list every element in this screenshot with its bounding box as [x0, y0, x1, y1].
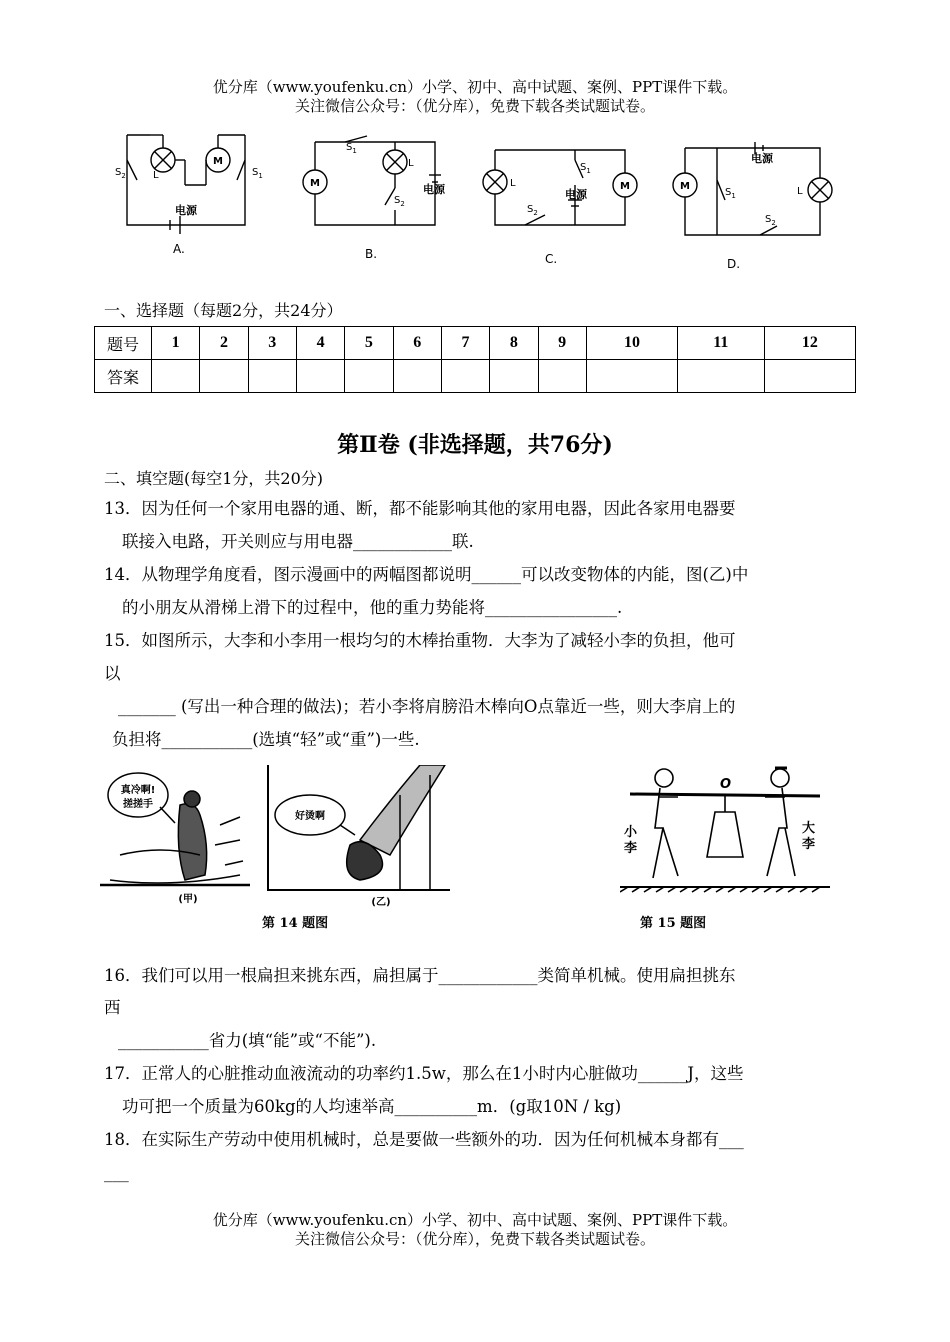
table-cell: 2 [200, 327, 248, 360]
svg-text:S1: $S_1$ [346, 142, 357, 155]
a-lamp-label: L [153, 170, 159, 181]
answer-table [94, 326, 856, 393]
section1-title: 一、选择题（每题2分，共24分） [104, 301, 343, 320]
svg-text:S1: $S_1$ [252, 167, 263, 180]
q13-line-1: 13．因为任何一个家用电器的通、断，都不能影响其他的家用电器，因此各家用电器要 [104, 499, 736, 518]
answer-cell[interactable] [441, 360, 489, 393]
table-cell: 9 [538, 327, 586, 360]
label-li-1: 李 [624, 841, 638, 856]
d-power-label: 电源 [751, 152, 773, 165]
q15-line-2: 以 [104, 664, 121, 683]
answer-cell[interactable] [248, 360, 296, 393]
answer-cell[interactable] [764, 360, 855, 393]
answer-cell[interactable] [490, 360, 538, 393]
q17-line-1: 17．正常人的心脏推动血液流动的功率约1.5w，那么在1小时内心脏做功______J，这些 [104, 1064, 744, 1083]
q15-line-4: 负担将___________(选填“轻”或“重”)一些. [112, 730, 420, 749]
footer-line-1: 优分库（www.youfenku.cn）小学、初中、高中试题、案例、PPT课件下载。 [212, 1211, 738, 1229]
svg-text:S2: $S_2$ [527, 204, 538, 217]
q14-line-2: 的小朋友从滑梯上滑下的过程中，他的重力势能将________________. [122, 598, 623, 617]
bubble-1-line-1: 真冷啊! [120, 785, 156, 796]
answer-cell[interactable] [345, 360, 393, 393]
circuit-diagrams [105, 130, 855, 280]
table-row [95, 327, 856, 360]
svg-text:S1: $S_1$ [580, 162, 591, 175]
part2-title: 第Ⅱ卷 (非选择题，共76分) [337, 432, 613, 458]
table-cell: 7 [441, 327, 489, 360]
bubble-1-line-2: 搓搓手 [123, 799, 153, 810]
label-c: C. [545, 252, 558, 266]
table-cell: 12 [764, 327, 855, 360]
fig14-left-label: (甲) [178, 894, 198, 905]
circuit-b [303, 136, 441, 225]
svg-text:M: M [620, 181, 630, 192]
table-cell: 4 [296, 327, 344, 360]
circuit-c [483, 150, 637, 225]
svg-text:S2: $S_2$ [115, 167, 126, 180]
bubble-2: 好烫啊 [295, 811, 325, 822]
point-o: O [720, 777, 732, 792]
table-cell: 5 [345, 327, 393, 360]
label-li-2: 李 [802, 837, 816, 852]
svg-text:S2: $S_2$ [394, 195, 405, 208]
table-cell: 6 [393, 327, 441, 360]
row-header-number: 题号 [95, 327, 152, 360]
svg-text:S2: $S_2$ [765, 214, 776, 227]
figure-15 [620, 762, 840, 912]
table-row [95, 360, 856, 393]
header-line-1: 优分库（www.youfenku.cn）小学、初中、高中试题、案例、PPT课件下载。 [212, 78, 738, 96]
q16-line-1: 16．我们可以用一根扁担来挑东西，扁担属于____________类简单机械。使用扁担挑东 [104, 966, 736, 985]
svg-text:S1: $S_1$ [725, 187, 736, 200]
svg-text:L: L [797, 186, 803, 197]
q18-line-1: 18．在实际生产劳动中使用机械时，总是要做一些额外的功．因为任何机械本身都有___ [104, 1130, 744, 1149]
answer-cell[interactable] [152, 360, 200, 393]
q16-line-3: ___________省力(填“能”或“不能”). [118, 1031, 377, 1050]
circuit-a [127, 135, 245, 234]
table-cell: 8 [490, 327, 538, 360]
a-power-label: 电源 [175, 204, 197, 217]
section2-title: 二、填空题(每空1分，共20分) [104, 469, 324, 488]
answer-cell[interactable] [296, 360, 344, 393]
answer-cell[interactable] [678, 360, 765, 393]
fig14-caption: 第 14 题图 [262, 916, 329, 931]
label-a: A. [173, 242, 185, 256]
q15-line-3: _______ (写出一种合理的做法)；若小李将肩膀沿木棒向O点靠近一些，则大李肩上的 [118, 697, 736, 716]
b-power-label: 电源 [423, 183, 445, 196]
figure-14 [100, 765, 470, 935]
table-cell: 1 [152, 327, 200, 360]
q14-line-1: 14．从物理学角度看，图示漫画中的两幅图都说明______可以改变物体的内能，图(乙)中 [104, 565, 749, 584]
answer-cell[interactable] [538, 360, 586, 393]
table-cell: 11 [678, 327, 765, 360]
q17-line-2: 功可把一个质量为60kg的人均速举高__________m．(g取10N / kg) [122, 1097, 622, 1116]
svg-text:M: M [680, 181, 690, 192]
header-line-2: 关注微信公众号：（优分库），免费下载各类试题试卷。 [294, 97, 655, 115]
q15-line-1: 15．如图所示，大李和小李用一根均匀的木棒抬重物．大李为了减轻小李的负担，他可 [104, 631, 736, 650]
fig14-right-label: (乙) [371, 897, 391, 908]
footer-line-2: 关注微信公众号：（优分库），免费下载各类试题试卷。 [294, 1230, 655, 1248]
label-da: 大 [802, 821, 816, 836]
q18-line-2: ___ [104, 1163, 129, 1182]
svg-text:M: M [310, 178, 320, 189]
q13-line-2: 联接入电路，开关则应与用电器____________联. [122, 532, 474, 551]
label-xiao: 小 [624, 825, 638, 840]
answer-cell[interactable] [393, 360, 441, 393]
table-cell: 3 [248, 327, 296, 360]
row-header-answer: 答案 [95, 360, 152, 393]
c-power-label: 电源 [565, 188, 587, 201]
answer-cell[interactable] [200, 360, 248, 393]
fig15-caption: 第 15 题图 [640, 916, 707, 931]
table-cell: 10 [586, 327, 677, 360]
answer-cell[interactable] [586, 360, 677, 393]
svg-text:M: M [213, 156, 223, 167]
label-b: B. [365, 247, 378, 261]
svg-text:L: L [408, 158, 414, 169]
q16-line-2: 西 [104, 998, 121, 1017]
svg-text:L: L [510, 178, 516, 189]
label-d: D. [727, 257, 741, 271]
